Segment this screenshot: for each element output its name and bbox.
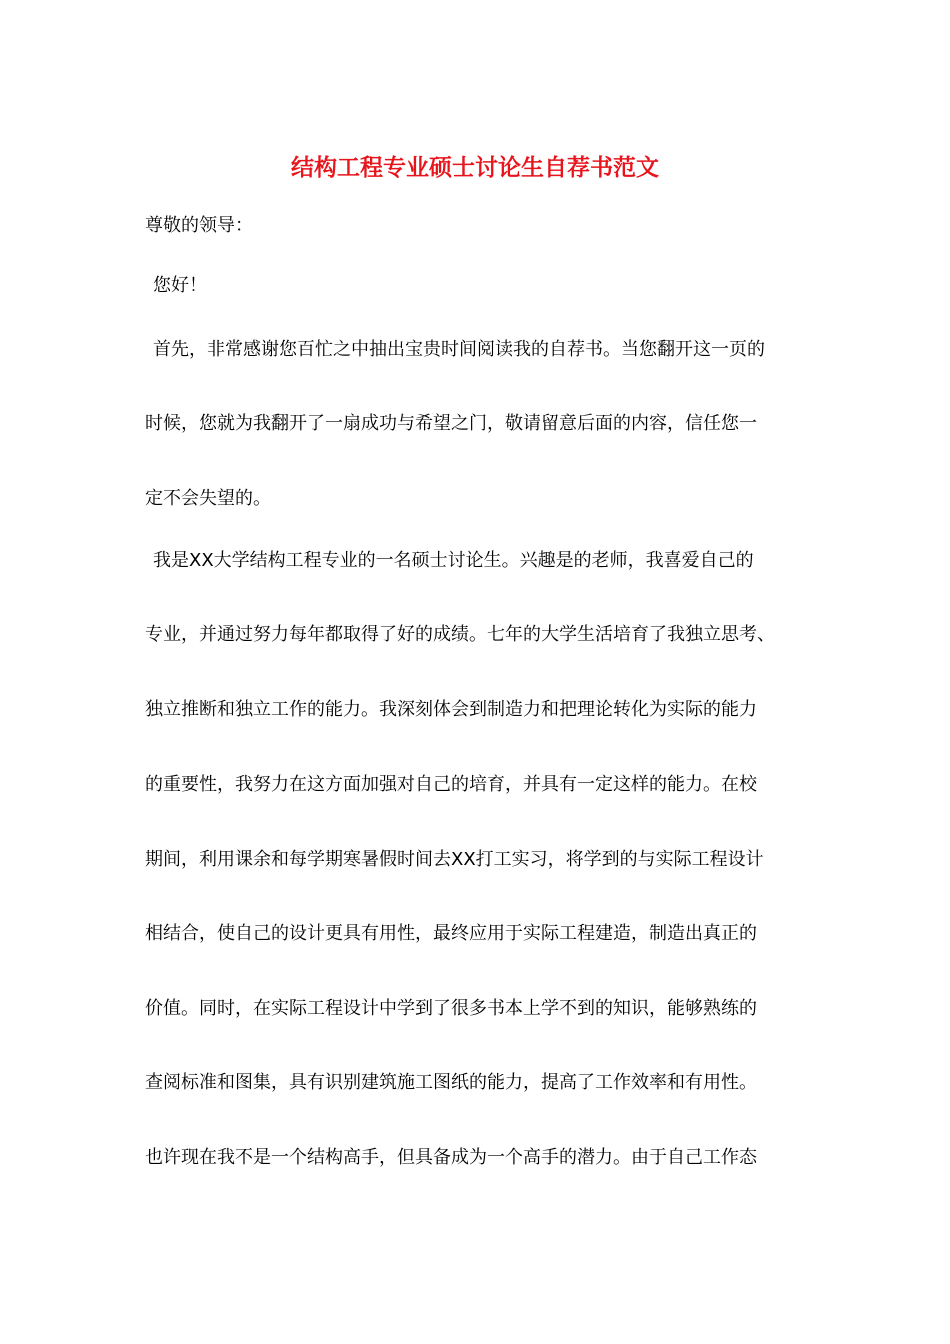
salutation: 尊敬的领导：: [145, 215, 253, 236]
paragraph-2-line-5: 期间，利用课余和每学期寒暑假时间去XX打工实习，将学到的与实际工程设计: [145, 849, 764, 870]
document-title: 结构工程专业硕士讨论生自荐书范文: [291, 154, 659, 181]
paragraph-2-line-1: 我是XX大学结构工程专业的一名硕士讨论生。兴趣是的老师，我喜爱自己的: [153, 550, 754, 571]
paragraph-2-line-2: 专业，并通过努力每年都取得了好的成绩。七年的大学生活培育了我独立思考、: [145, 624, 775, 645]
paragraph-1-line-2: 时候，您就为我翻开了一扇成功与希望之门，敬请留意后面的内容，信任您一: [145, 413, 757, 434]
paragraph-2-line-3: 独立推断和独立工作的能力。我深刻体会到制造力和把理论转化为实际的能力: [145, 699, 757, 720]
paragraph-2-line-7: 价值。同时，在实际工程设计中学到了很多书本上学不到的知识，能够熟练的: [145, 998, 757, 1019]
paragraph-2-line-8: 查阅标准和图集，具有识别建筑施工图纸的能力，提高了工作效率和有用性。: [145, 1072, 757, 1093]
paragraph-1-line-3: 定不会失望的。: [145, 488, 271, 509]
paragraph-2-line-4: 的重要性，我努力在这方面加强对自己的培育，并具有一定这样的能力。在校: [145, 774, 757, 795]
paragraph-2-line-6: 相结合，使自己的设计更具有用性，最终应用于实际工程建造，制造出真正的: [145, 923, 757, 944]
greeting: 您好！: [153, 275, 207, 296]
paragraph-2-line-9: 也许现在我不是一个结构高手，但具备成为一个高手的潜力。由于自己工作态: [145, 1147, 757, 1168]
paragraph-1-line-1: 首先，非常感谢您百忙之中抽出宝贵时间阅读我的自荐书。当您翻开这一页的: [153, 339, 765, 360]
